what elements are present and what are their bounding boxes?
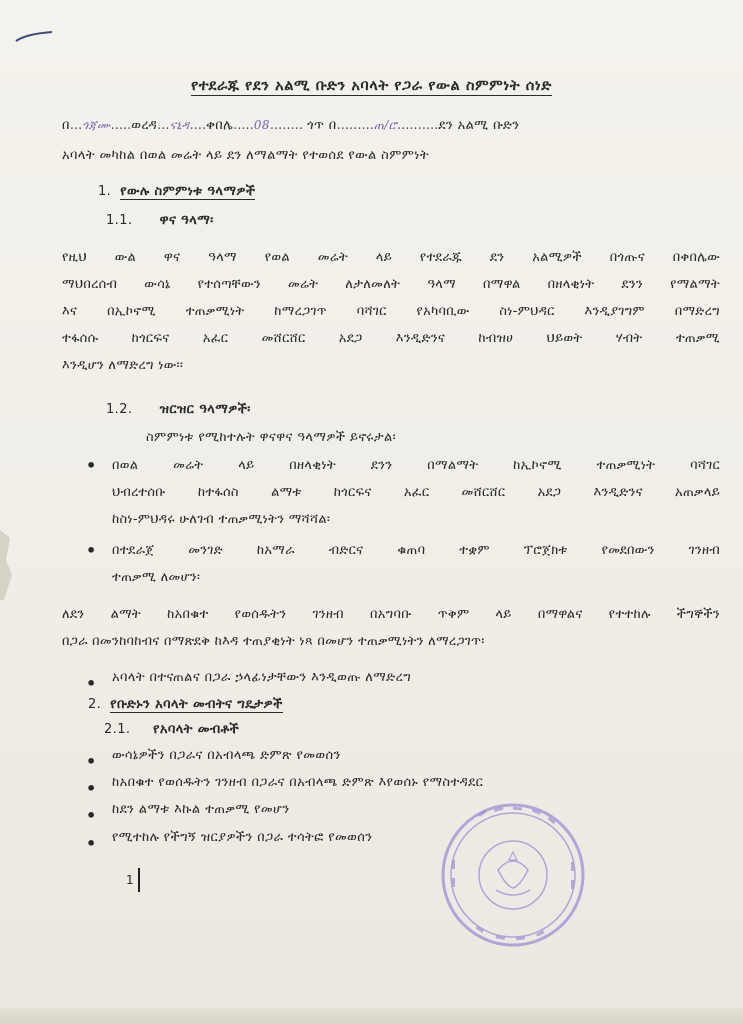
- repayment-paragraph-line-2: በጋራ በመንከባከብና በማጽደቅ ከእዳ ተጠያቂነት ነጻ በመሆን ተጠቃሚነትን ለማረጋገጥ፡: [62, 634, 485, 649]
- page-number: 1: [126, 873, 134, 887]
- page-bottom-edge: [0, 1008, 743, 1024]
- right-bullet-4: የሚተከሉ የችግኝ ዝርያዎችን በጋራ ተሳትፎ የመወሰን: [112, 830, 373, 845]
- right-bullet-3: ከደን ልማቱ እኩል ተጠቃሚ የመሆን: [112, 802, 290, 817]
- document-title: የተደራጁ የደን አልሚ ቡድን አባላት የጋራ የውል ስምምነት ሰነድ: [191, 78, 552, 94]
- objective-bullet-1-line-3: ከስነ-ምህዳሩ ሁለገብ ተጠቃሚነትን ማሻሻል፡: [112, 512, 331, 527]
- subsection-2-1-heading: 2.1. የአባላት መብቶች: [104, 722, 240, 737]
- right-bullet-1: ውሳኔዎችን በጋራና በአብላጫ ድምጽ የመወሰን: [112, 748, 341, 763]
- main-objective-line-1: የዚህ ውል ዋና ዓላማ የወል መሬት ላይ የተደራጁ ደን አልሚዎች በጎጡና በቀበሌው: [62, 250, 720, 265]
- handwritten-kebele: 08: [253, 118, 270, 132]
- subsection-1-1-heading: 1.1. ዋና ዓላማ፡: [106, 213, 214, 228]
- bullet-icon: •: [86, 752, 97, 771]
- bullet-icon: •: [86, 674, 97, 693]
- bullet-icon: •: [86, 456, 97, 475]
- section-1-heading: 1. የውሉ ስምምነቱ ዓላማዎች: [98, 184, 256, 199]
- objective-bullet-2-line-2: ተጠቃሚ ለመሆን፡: [112, 570, 201, 585]
- subsection-1-2-heading: 1.2. ዝርዝር ዓላማዎች፡: [106, 402, 251, 417]
- right-bullet-2: ከአበቁተ የወሰዱትን ገንዘብ በጋራና በአብላጫ ድምጽ እየወሰኑ የማስተዳደር: [112, 775, 484, 790]
- intro-line-2: አባላት መካከል በወል መሬት ላይ ደን ለማልማት የተወሰደ የውል ስምምነት: [62, 148, 430, 163]
- objective-bullet-1-line-2: ህብረተሰቡ ከተፋሰስ ልማቱ ከጎርፍና አፈር መሸርሸር አደጋ እንዲድንና አጠቃላይ: [112, 485, 720, 500]
- section-2-heading: 2. የቡድኑን አባላት መብትና ግዴታዎች: [88, 697, 283, 712]
- paper-fold: [0, 530, 16, 600]
- objective-bullet-2-line-1: በተደራጀ መንገድ ከአማራ ብድርና ቁጠባ ተቋም ፕሮጀክቱ የመደበውን ገንዘብ: [112, 543, 720, 558]
- official-stamp: [438, 800, 588, 950]
- objective-bullet-1-line-1: በወል መሬት ላይ በዘላቂነት ደንን በማልማት ከኢኮኖሚ ተጠቃሚነት ባሻገር: [112, 458, 720, 473]
- pen-mark: [14, 30, 54, 44]
- bullet-icon: •: [86, 779, 97, 798]
- repayment-paragraph-line-1: ለደን ልማት ከአበቁተ የወሰዱትን ገንዘብ በአግባቡ ጥቅም ላይ በማዋልና የተተከሉ ችግኞችን: [62, 607, 720, 622]
- main-objective-line-3: እና በኢኮኖሚ ተጠቃሚነት ከማረጋገጥ ባሻገር የአካባቢው ስነ-ምህዳር እንዲያገግም በማድረግ: [62, 304, 720, 319]
- bullet-icon: •: [86, 541, 97, 560]
- main-objective-line-5: እንዲሆን ለማድረግ ነው፡፡: [62, 358, 184, 373]
- handwritten-got: ጠ/ሮ: [373, 118, 398, 132]
- bullet-icon: •: [86, 806, 97, 825]
- intro-line-1: በ...ጎጃሙ.....ወረዳ...ናኒዳ....ቀበሌ.....08........ ጎጥ በ.........ጠ/ሮ..........ደን አልሚ ቡድን: [62, 118, 520, 133]
- main-objective-line-4: ተፋሰሱ ከጎርፍና አፈር መሸርሸር አደጋ እንዲድንና ከብዝሀ ህይወት ሃብት ተጠቃሚ: [62, 331, 720, 346]
- handwritten-woreda: ናኒዳ: [169, 118, 190, 132]
- specific-objectives-intro: ስምምነቱ የሚከተሉት ዋናዋና ዓላማዎች ይኖሩታል፡: [146, 430, 397, 445]
- page-number-bar: [138, 868, 140, 892]
- main-objective-line-2: ማህበረሰብ ውሳኔ የተሰጣቸውን መሬት ለታለመለት ዓላማ በማዋል በዘላቂነት ደንን የማልማት: [62, 277, 720, 292]
- objective-bullet-3: አባላት በተናጠልና በጋራ ኃላፊነታቸውን እንዲወጡ ለማድረግ: [112, 670, 412, 685]
- handwritten-district: ጎጃሙ: [82, 118, 111, 132]
- bullet-icon: •: [86, 834, 97, 853]
